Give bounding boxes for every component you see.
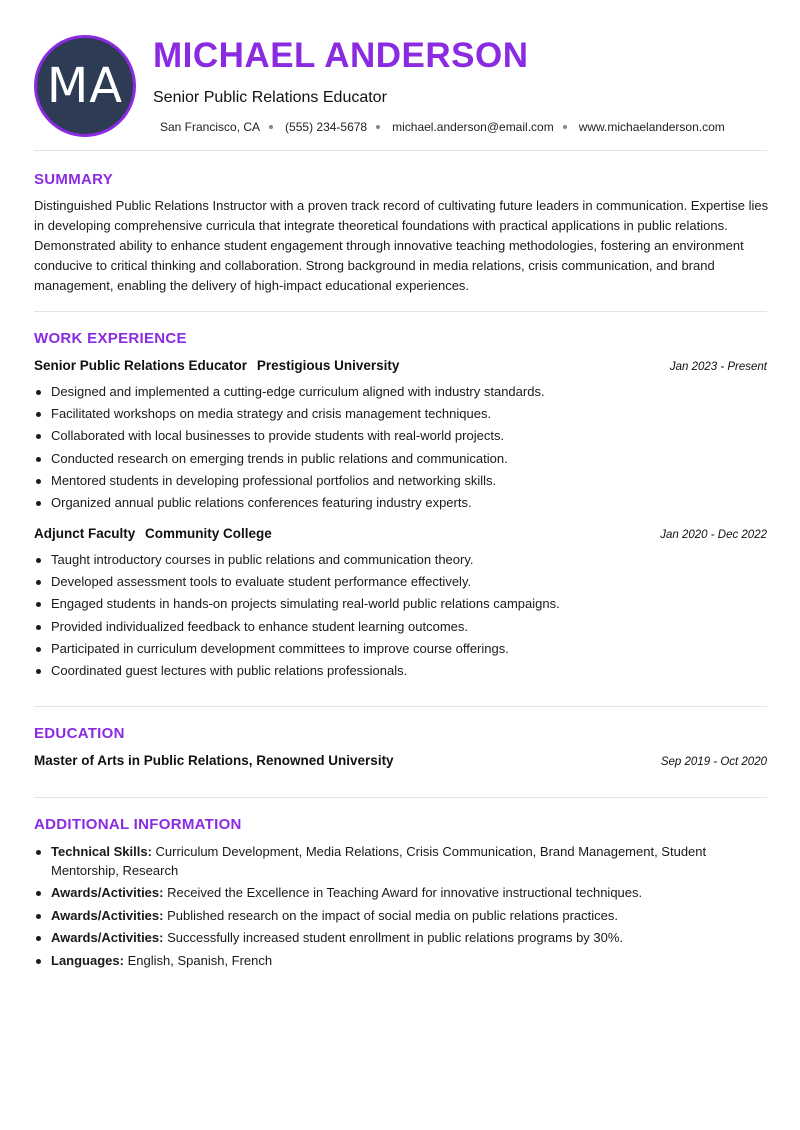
contact-website[interactable]: www.michaelanderson.com (578, 120, 725, 134)
contact-bar (160, 120, 725, 134)
avatar: MA (34, 35, 136, 137)
list-item: Collaborated with local businesses to provide students with real-world projects. (34, 427, 767, 449)
item-label: Technical Skills: (51, 844, 152, 859)
item-text: English, Spanish, French (127, 952, 273, 968)
job-dates: Jan 2020 - Dec 2022 (660, 529, 767, 541)
job-bullets (34, 383, 767, 516)
section-divider (34, 311, 767, 312)
education-heading: EDUCATION (34, 725, 125, 742)
job-role: Adjunct Faculty (34, 526, 136, 541)
job-dates: Jan 2023 - Present (669, 361, 767, 373)
item-text: Successfully increased student enrollment in public relations programs by 30%. (167, 930, 624, 945)
item-label: Awards/Activities: (51, 907, 164, 923)
list-item (34, 884, 767, 903)
contact-email[interactable]: michael.anderson@email.com (392, 120, 554, 134)
item-label: Languages: (51, 952, 124, 968)
list-item: Provided individualized feedback to enhance student learning outcomes. (34, 618, 767, 640)
experience-heading: WORK EXPERIENCE (34, 330, 187, 347)
contact-location: San Francisco, CA (160, 120, 261, 134)
additional-heading: ADDITIONAL INFORMATION (34, 816, 242, 833)
list-item (34, 952, 767, 971)
job-header (34, 358, 767, 373)
resume-header (0, 0, 800, 150)
list-item: Organized annual public relations conferences featuring industry experts. (34, 494, 767, 516)
section-divider (34, 150, 767, 151)
separator-dot (376, 125, 380, 129)
summary-text: Distinguished Public Relations Instructor with a proven track record of cultivating future leaders in communication. Expertise lies in developing comprehensive curricula that integrate theoretical foundations with practical applications in public relations. Demonstrated ability to enhance student engagement through innovative teaching methodologies, fostering an environment conducive to critical thinking and collaboration. Strong background in media relations, crisis communication, and brand management, enabling the delivery of high-impact educational experiences. (34, 198, 769, 293)
list-item: Facilitated workshops on media strategy and crisis management techniques. (34, 405, 767, 427)
list-item: Participated in curriculum development committees to improve course offerings. (34, 640, 767, 662)
separator-dot (563, 125, 567, 129)
additional-list (34, 843, 767, 974)
candidate-title: Senior Public Relations Educator (153, 89, 387, 106)
education-degree: Master of Arts in Public Relations, Renowned University (34, 753, 394, 768)
section-divider (34, 706, 767, 707)
list-item: Engaged students in hands-on projects simulating real-world public relations campaigns. (34, 595, 767, 617)
list-item (34, 843, 767, 880)
list-item: Developed assessment tools to evaluate student performance effectively. (34, 573, 767, 595)
contact-phone: (555) 234-5678 (285, 120, 368, 134)
section-divider (34, 797, 767, 798)
list-item: Conducted research on emerging trends in public relations and communication. (34, 450, 767, 472)
education-dates: Sep 2019 - Oct 2020 (660, 756, 767, 768)
summary-heading: SUMMARY (34, 171, 114, 188)
job-organization: Prestigious University (256, 358, 400, 373)
list-item: Coordinated guest lectures with public relations professionals. (34, 662, 767, 684)
job-role-line (34, 526, 272, 541)
item-text: Received the Excellence in Teaching Award for innovative instructional techniques. (167, 885, 643, 900)
item-label: Awards/Activities: (51, 930, 164, 945)
job-bullets (34, 551, 767, 684)
item-label: Awards/Activities: (51, 885, 164, 900)
list-item: Taught introductory courses in public relations and communication theory. (34, 551, 767, 573)
separator-dot (269, 125, 273, 129)
list-item (34, 929, 767, 948)
job-role: Senior Public Relations Educator (34, 358, 248, 373)
job-organization: Community College (145, 526, 272, 541)
job-role-line (34, 358, 399, 373)
list-item: Mentored students in developing professional portfolios and networking skills. (34, 472, 767, 494)
candidate-name: MICHAEL ANDERSON (153, 36, 529, 75)
list-item (34, 907, 767, 926)
item-text: Curriculum Development, Media Relations, Crisis Communication, Brand Management, Student Mentorship, Research (51, 844, 707, 878)
item-text: Published research on the impact of social media on public relations practices. (167, 907, 618, 923)
education-entry (34, 753, 767, 768)
job-header (34, 526, 767, 541)
list-item: Designed and implemented a cutting-edge curriculum aligned with industry standards. (34, 383, 767, 405)
